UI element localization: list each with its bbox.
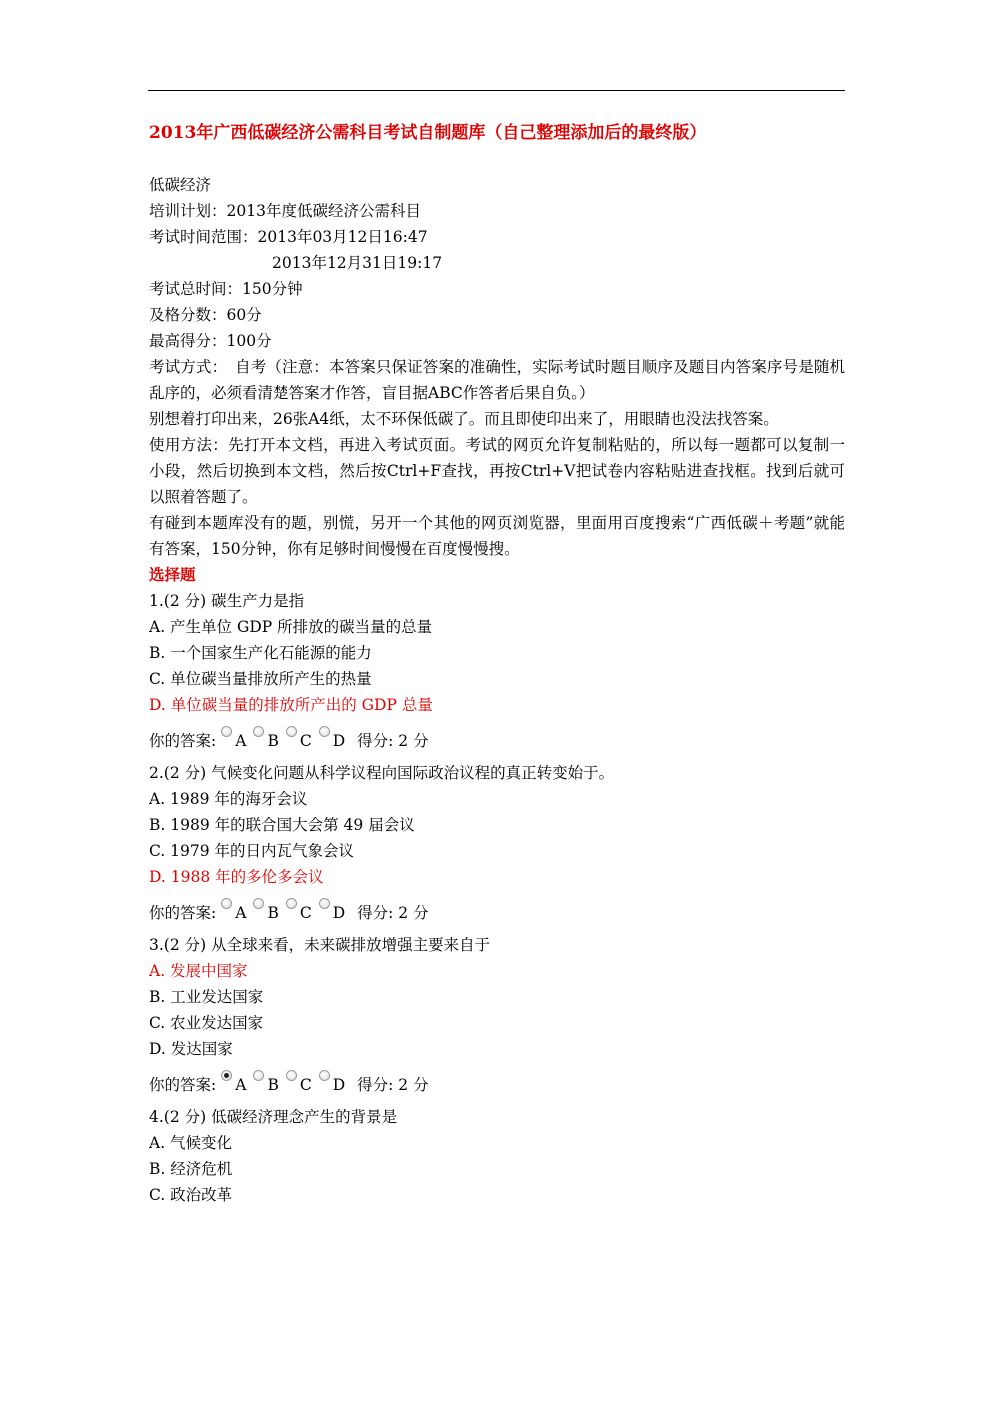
answer-option: B. 经济危机 [149,1160,233,1178]
your-answer-label: 你的答案: [149,904,217,922]
radio-button-c[interactable] [286,1070,297,1081]
question-block [149,1104,845,1208]
radio-button-d[interactable] [319,726,330,737]
question-stem: 3.(2 分) 从全球来看，未来碳排放增强主要来自于 [149,936,491,954]
radio-label-a: A [235,732,247,750]
answer-option: A. 产生单位 GDP 所排放的碳当量的总量 [149,618,433,636]
radio-button-d[interactable] [319,898,330,909]
answer-option: A. 气候变化 [149,1134,233,1152]
radio-label-d: D [332,904,346,922]
radio-button-c[interactable] [286,898,297,909]
answer-option: C. 政治改革 [149,1186,233,1204]
time-range-line: 考试时间范围：2013年03月12日16:47 [149,228,428,246]
plan-line: 培训计划：2013年度低碳经济公需科目 [149,202,421,220]
your-answer-row [149,898,845,928]
print-note-paragraph: 别想着打印出来，26张A4纸，太不环保低碳了。而且即使印出来了，用眼睛也没法找答案。 [149,410,779,428]
usage-paragraph: 使用方法：先打开本文档，再进入考试页面。考试的网页允许复制粘贴的，所以每一题都可以复制一小段，然后切换到本文档，然后按Ctrl+F查找，再按Ctrl+V把试卷内容粘贴进查找框。找到后就可以照着答题了。 [149,436,845,506]
radio-label-c: C [299,904,312,922]
radio-button-c[interactable] [286,726,297,737]
correct-option: D. 1988 年的多伦多会议 [149,868,324,886]
subject-line: 低碳经济 [149,176,212,194]
score-text: 得分: 2 分 [357,904,429,922]
radio-label-b: B [267,732,279,750]
pass-score-line: 及格分数：60分 [149,306,262,324]
radio-button-b[interactable] [253,898,264,909]
score-text: 得分: 2 分 [357,1076,429,1094]
answer-option: B. 一个国家生产化石能源的能力 [149,644,372,662]
your-answer-row [149,726,845,756]
answer-option: C. 1979 年的日内瓦气象会议 [149,842,355,860]
question-block [149,588,845,756]
radio-button-b[interactable] [253,1070,264,1081]
radio-button-d[interactable] [319,1070,330,1081]
radio-label-d: D [332,1076,346,1094]
radio-label-b: B [267,1076,279,1094]
radio-label-c: C [299,1076,312,1094]
total-time-line: 考试总时间：150分钟 [149,280,303,298]
radio-button-a[interactable] [221,1070,232,1081]
your-answer-label: 你的答案: [149,732,217,750]
answer-option: D. 发达国家 [149,1040,233,1058]
radio-label-a: A [235,904,247,922]
radio-label-d: D [332,732,346,750]
radio-button-b[interactable] [253,726,264,737]
section-heading: 选择题 [149,565,196,584]
max-score-line: 最高得分：100分 [149,332,272,350]
correct-option: A. 发展中国家 [149,962,248,980]
radio-label-c: C [299,732,312,750]
radio-label-b: B [267,904,279,922]
your-answer-row [149,1070,845,1100]
answer-option: C. 单位碳当量排放所产生的热量 [149,670,372,688]
method-paragraph: 考试方式： 自考（注意：本答案只保证答案的准确性，实际考试时题目顺序及题目内答案序号是随机乱序的，必须看清楚答案才作答，盲目据ABC作答者后果自负。） [149,358,845,402]
your-answer-label: 你的答案: [149,1076,217,1094]
answer-option: B. 工业发达国家 [149,988,264,1006]
answer-option: C. 农业发达国家 [149,1014,264,1032]
question-block [149,760,845,928]
header-rule [148,90,845,91]
radio-label-a: A [235,1076,247,1094]
question-list [149,588,845,1208]
score-text: 得分: 2 分 [357,732,429,750]
correct-option: D. 单位碳当量的排放所产出的 GDP 总量 [149,696,433,714]
answer-option: A. 1989 年的海牙会议 [149,790,308,808]
document-title: 2013年广西低碳经济公需科目考试自制题库（自己整理添加后的最终版） [149,123,707,143]
time-range-end-line: 2013年12月31日19:17 [272,254,443,272]
question-stem: 2.(2 分) 气候变化问题从科学议程向国际政治议程的真正转变始于。 [149,764,615,782]
answer-option: B. 1989 年的联合国大会第 49 届会议 [149,816,415,834]
radio-button-a[interactable] [221,898,232,909]
question-stem: 1.(2 分) 碳生产力是指 [149,592,305,610]
document-body [149,118,845,1208]
question-block [149,932,845,1100]
missing-questions-paragraph: 有碰到本题库没有的题，别慌，另开一个其他的网页浏览器，里面用百度搜索“广西低碳＋考题”就能有答案，150分钟，你有足够时间慢慢在百度慢慢搜。 [149,514,845,558]
question-stem: 4.(2 分) 低碳经济理念产生的背景是 [149,1108,398,1126]
radio-button-a[interactable] [221,726,232,737]
